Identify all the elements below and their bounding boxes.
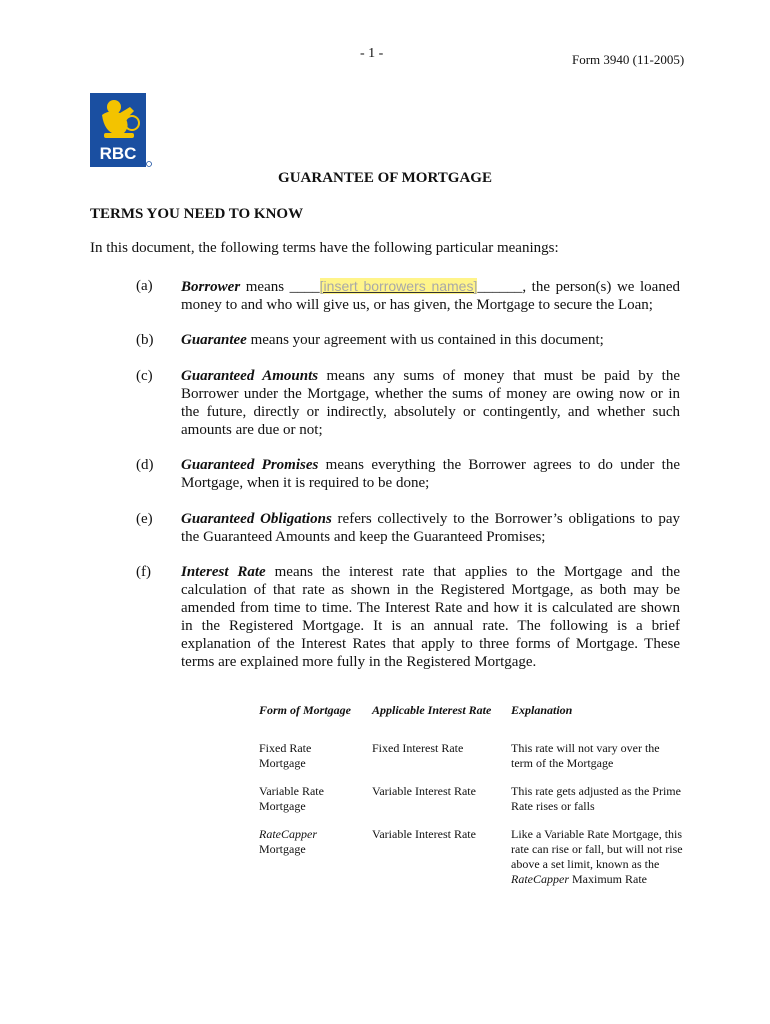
term-text: means the interest rate that applies to the Mortgage and the calculation of that rate as shown in the Registered Mortgage, as both may be amended from time to time. The Interest Rate and how it is calculated are shown in the Registered Mortgage. It is an annual rate. The following is a brief explanation of the Interest Rates that apply to three forms of Mortgage. These terms are explained more fully in the Registered Mortgage. [181, 564, 681, 670]
logo-text: RBC [99, 144, 137, 163]
term-guaranteed-promises [90, 456, 680, 492]
form-name: RateCapper [259, 827, 317, 841]
term-guaranteed-amounts [90, 367, 680, 439]
form-name: Mortgage [259, 799, 306, 813]
term-body [181, 456, 680, 492]
term-text: means [240, 279, 290, 295]
term-interest-rate [90, 563, 680, 671]
term-letter: (d) [136, 457, 154, 473]
term-letter: (c) [136, 368, 153, 384]
field-underline: ______ [477, 279, 523, 295]
term-body [181, 367, 680, 439]
column-header: Explanation [511, 703, 573, 717]
table-cell-form [259, 784, 364, 814]
term-body [181, 277, 680, 314]
form-name: Fixed Rate [259, 741, 312, 755]
document-title: GUARANTEE OF MORTGAGE [278, 170, 492, 186]
table-cell-form [259, 741, 364, 771]
term-name: Borrower [181, 279, 241, 295]
term-text: refers collectively to the Borrower’s obligations to pay the Guaranteed Amounts and keep the Guaranteed Promises; [181, 511, 680, 545]
form-name: Mortgage [259, 842, 306, 856]
table-cell-explanation: This rate gets adjusted as the Prime Rate rises or falls [511, 784, 681, 813]
term-letter: (f) [136, 564, 151, 580]
borrower-names-field[interactable]: [insert borrowers names] [319, 278, 478, 294]
term-name: Guarantee [181, 332, 247, 348]
explanation-italic: RateCapper [511, 872, 569, 886]
term-text: means your agreement with us contained in this document; [246, 332, 604, 348]
table-cell-rate: Variable Interest Rate [372, 784, 476, 798]
explanation-text: Maximum Rate [569, 872, 647, 886]
table-cell-explanation: This rate will not vary over the term of the Mortgage [511, 741, 660, 770]
field-underline: ____ [289, 279, 320, 295]
table-cell-rate: Variable Interest Rate [372, 827, 476, 841]
explanation-text: Like a Variable Rate Mortgage, this rate can rise or fall, but will not rise above a set limit, known as the [511, 827, 683, 871]
term-guarantee [90, 331, 680, 349]
table-cell-explanation [511, 827, 683, 887]
form-name: Mortgage [259, 756, 306, 770]
term-name: Interest Rate [181, 564, 266, 580]
term-letter: (b) [136, 332, 154, 348]
term-text: means everything the Borrower agrees to do under the Mortgage, when it is required to be done; [181, 457, 680, 491]
column-header: Form of Mortgage [259, 703, 352, 717]
term-name: Guaranteed Obligations [181, 511, 332, 527]
table-cell-rate: Fixed Interest Rate [372, 741, 464, 755]
form-number: Form 3940 (11-2005) [572, 52, 685, 67]
column-header: Applicable Interest Rate [372, 703, 492, 717]
term-name: Guaranteed Promises [181, 457, 319, 473]
form-name: Variable Rate [259, 784, 324, 798]
term-guaranteed-obligations [90, 510, 680, 546]
term-letter: (e) [136, 511, 153, 527]
intro-text: In this document, the following terms have the following particular meanings: [90, 240, 559, 256]
page-number: - 1 - [360, 46, 384, 61]
term-text: means any sums of money that must be paid by the Borrower under the Mortgage, whether the sums of money are owing now or in the future, directly or indirectly, absolutely or contingently, and whether such amounts are due or not; [181, 368, 680, 438]
rbc-logo [90, 93, 152, 175]
term-letter: (a) [136, 278, 153, 294]
term-name: Guaranteed Amounts [181, 368, 319, 384]
term-text: , the person(s) we loaned money to and who will give us, or has given, the Mortgage to secure the Loan; [181, 279, 680, 313]
term-borrower [90, 277, 680, 314]
term-body [181, 510, 680, 546]
table-cell-form [259, 827, 364, 857]
term-body [181, 563, 680, 671]
term-body [181, 331, 680, 349]
section-heading: TERMS YOU NEED TO KNOW [90, 206, 304, 222]
